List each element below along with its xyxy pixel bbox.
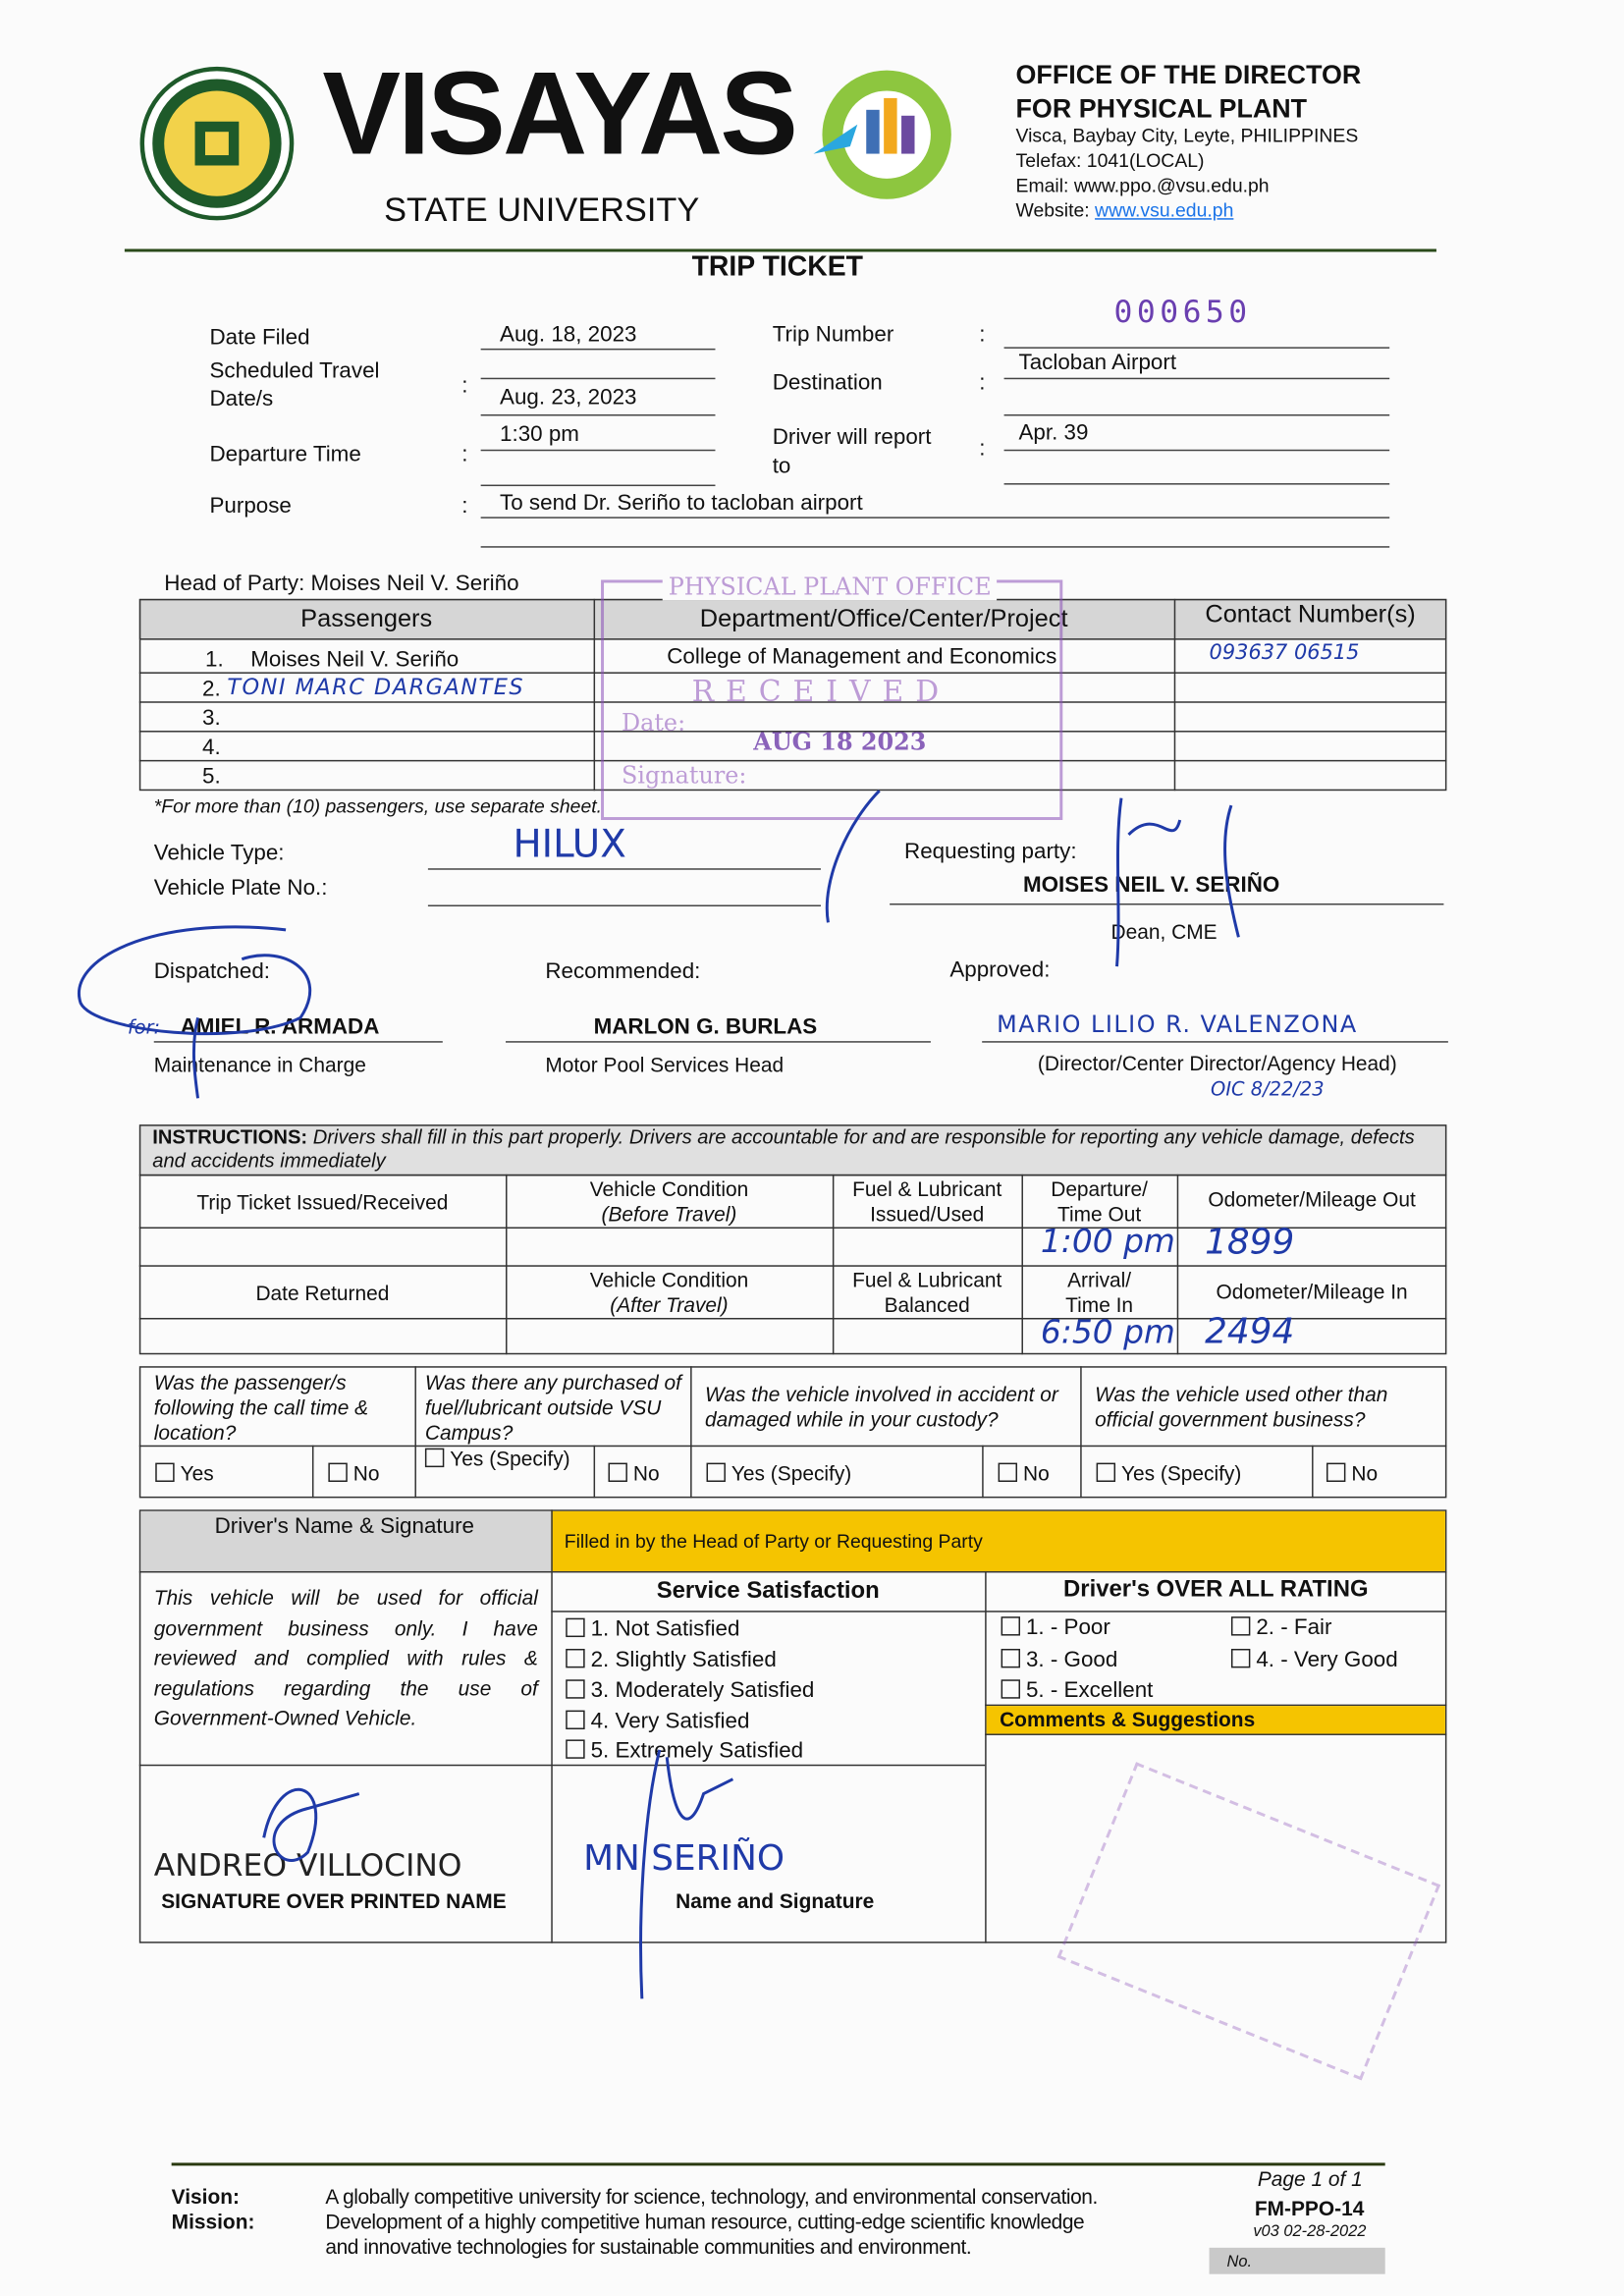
- form-title: TRIP TICKET: [691, 251, 864, 283]
- row-number: 4.: [202, 735, 221, 760]
- recommended-name: MARLON G. BURLAS: [593, 1014, 818, 1040]
- mission-text-1: Development of a highly competitive human resource, cutting-edge scientific knowledge: [325, 2210, 1085, 2233]
- trip-number-label: Trip Number: [772, 322, 894, 348]
- service-option[interactable]: 2. Slightly Satisfied: [566, 1647, 777, 1671]
- scheduled-label-1: Scheduled Travel: [209, 358, 380, 384]
- q3-yes-checkbox[interactable]: Yes (Specify): [707, 1461, 852, 1485]
- dispatched-name: AMIEL R. ARMADA: [180, 1014, 380, 1040]
- form-code: FM-PPO-14: [1254, 2196, 1365, 2220]
- service-option[interactable]: 5. Extremely Satisfied: [566, 1738, 803, 1763]
- vehicle-plate-label: Vehicle Plate No.:: [153, 875, 328, 902]
- mission-text-2: and innovative technologies for sustainable communities and environment.: [325, 2234, 972, 2259]
- approved-note: OIC 8/22/23: [1211, 1078, 1325, 1102]
- office-website-row: [1016, 199, 1234, 221]
- recommended-title: Motor Pool Services Head: [545, 1053, 785, 1076]
- row-number: 1.: [204, 647, 224, 673]
- service-option[interactable]: 3. Moderately Satisfied: [566, 1678, 814, 1703]
- row-number: 2.: [202, 676, 221, 702]
- stamp-date: AUG 18 2023: [753, 728, 927, 756]
- col-odometer-in: Odometer/Mileage In: [1216, 1280, 1408, 1304]
- university-subtitle: STATE UNIVERSITY: [384, 190, 700, 229]
- col-department: Department/Office/Center/Project: [699, 604, 1068, 633]
- website-link[interactable]: www.vsu.edu.ph: [1095, 198, 1234, 222]
- form-version: v03 02-28-2022: [1253, 2222, 1367, 2241]
- row-number: 5.: [202, 764, 221, 790]
- colon: :: [979, 370, 986, 396]
- stamp-received: RECEIVED: [691, 673, 951, 709]
- rating-option[interactable]: 4. - Very Good: [1231, 1647, 1398, 1671]
- destination-value[interactable]: Tacloban Airport: [1018, 350, 1177, 375]
- date-filed-value[interactable]: Aug. 18, 2023: [500, 322, 637, 348]
- question-accident: Was the vehicle involved in accident or damaged while in your custody?: [705, 1382, 1058, 1431]
- odometer-out-value[interactable]: 1899: [1205, 1221, 1295, 1263]
- driver-report-value[interactable]: Apr. 39: [1018, 419, 1089, 446]
- filled-by-header: Filled in by the Head of Party or Requesting Party: [564, 1530, 983, 1553]
- requesting-party-title: Dean, CME: [1110, 919, 1218, 944]
- col-fuel-balanced-sub: Balanced: [884, 1292, 970, 1317]
- q2-yes-checkbox[interactable]: Yes (Specify): [425, 1447, 586, 1471]
- driver-rating-header: Driver's OVER ALL RATING: [1063, 1576, 1369, 1603]
- driver-header: Driver's Name & Signature: [214, 1513, 474, 1540]
- col-vehicle-before: Vehicle Condition: [589, 1176, 749, 1201]
- instructions-text: Drivers shall fill in this part properly. Drivers are accountable for and are responsible for reporting any vehicle damage, defects and accidents immediately: [152, 1125, 1415, 1172]
- driver-signature-label: SIGNATURE OVER PRINTED NAME: [161, 1888, 507, 1913]
- vsu-seal-logo: [139, 66, 295, 221]
- service-option[interactable]: 4. Very Satisfied: [566, 1709, 749, 1733]
- footer-divider: [172, 2162, 1385, 2165]
- passenger-department[interactable]: College of Management and Economics: [667, 644, 1057, 670]
- dispatched-title: Maintenance in Charge: [153, 1053, 366, 1076]
- vehicle-type-value[interactable]: HILUX: [513, 822, 626, 867]
- col-odometer-out: Odometer/Mileage Out: [1208, 1187, 1416, 1212]
- university-name: VISAYAS: [322, 48, 795, 179]
- departure-label: Departure Time: [209, 442, 361, 467]
- q1-no-checkbox[interactable]: No: [328, 1461, 379, 1485]
- office-title-2: FOR PHYSICAL PLANT: [1015, 93, 1308, 124]
- office-telefax: Telefax: 1041(LOCAL): [1015, 149, 1205, 172]
- recommended-label: Recommended:: [545, 958, 701, 985]
- rating-option[interactable]: 1. - Poor: [1001, 1615, 1110, 1640]
- rating-option[interactable]: 3. - Good: [1001, 1647, 1118, 1671]
- passengers-note: *For more than (10) passengers, use separate sheet.: [153, 794, 603, 818]
- question-call-time: Was the passenger/s following the call time & location?: [153, 1370, 369, 1445]
- time-in-value[interactable]: 6:50 pm: [1040, 1315, 1175, 1352]
- approved-title: (Director/Center Director/Agency Head): [1037, 1051, 1397, 1075]
- dispatched-label: Dispatched:: [153, 958, 271, 985]
- colon: :: [979, 436, 986, 462]
- rating-option[interactable]: 2. - Fair: [1231, 1615, 1332, 1640]
- head-of-party: Head of Party: Moises Neil V. Seriño: [164, 571, 519, 596]
- date-filed-label: Date Filed: [209, 325, 310, 351]
- col-departure-sub: Time Out: [1057, 1202, 1142, 1227]
- q4-no-checkbox[interactable]: No: [1326, 1461, 1378, 1485]
- col-departure: Departure/: [1051, 1176, 1148, 1201]
- approved-name: MARIO LILIO R. VALENZONA: [997, 1010, 1358, 1039]
- question-fuel-purchase: Was there any purchased of fuel/lubricant outside VSU Campus?: [424, 1370, 681, 1445]
- col-arrival: Arrival/: [1067, 1268, 1132, 1292]
- driver-statement: This vehicle will be used for official government business only. I have reviewed and complied with rules & regulations regarding the use of Government-Owned Vehicle.: [153, 1585, 538, 1729]
- col-vehicle-after: Vehicle Condition: [589, 1268, 749, 1292]
- destination-label: Destination: [772, 370, 883, 396]
- colon: :: [461, 493, 468, 519]
- party-signature-label: Name and Signature: [676, 1888, 875, 1913]
- driver-report-label-2: to: [772, 454, 791, 479]
- q4-yes-checkbox[interactable]: Yes (Specify): [1097, 1461, 1242, 1485]
- odometer-in-value[interactable]: 2494: [1205, 1310, 1295, 1352]
- scheduled-label-2: Date/s: [209, 386, 274, 411]
- dispatched-prefix: for:: [127, 1017, 161, 1040]
- col-fuel-issued: Fuel & Lubricant: [852, 1176, 1002, 1201]
- col-date-returned: Date Returned: [255, 1281, 390, 1305]
- comments-header: Comments & Suggestions: [1000, 1707, 1256, 1731]
- colon: :: [461, 373, 468, 399]
- service-satisfaction-header: Service Satisfaction: [656, 1578, 880, 1604]
- rating-option[interactable]: 5. - Excellent: [1001, 1678, 1154, 1703]
- stamp-signature-label: Signature:: [621, 761, 747, 790]
- row-number: 3.: [202, 705, 221, 732]
- driver-report-label-1: Driver will report: [772, 424, 932, 450]
- dispatched-signature: [66, 915, 330, 1106]
- requesting-party-name: MOISES NEIL V. SERIÑO: [1022, 872, 1280, 899]
- physical-plant-logo: [785, 66, 983, 205]
- col-vehicle-after-sub: (After Travel): [610, 1292, 729, 1317]
- col-contact: Contact Number(s): [1205, 600, 1416, 629]
- colon: :: [979, 322, 986, 348]
- scheduled-date-value[interactable]: Aug. 23, 2023: [500, 385, 637, 410]
- q1-yes-checkbox[interactable]: Yes: [155, 1461, 213, 1485]
- vision-text: A globally competitive university for science, technology, and environmental conservation.: [325, 2184, 1098, 2209]
- party-signature-name: MN SERIÑO: [583, 1837, 785, 1880]
- col-vehicle-before-sub: (Before Travel): [601, 1202, 737, 1227]
- purpose-label: Purpose: [209, 493, 292, 519]
- trip-number-value: 000650: [1113, 294, 1252, 330]
- no-box: [1210, 2248, 1385, 2274]
- service-option[interactable]: 1. Not Satisfied: [566, 1616, 739, 1641]
- requesting-party-label: Requesting party:: [904, 839, 1077, 864]
- no-label: No.: [1226, 2253, 1253, 2271]
- office-title-1: OFFICE OF THE DIRECTOR: [1015, 60, 1362, 89]
- evaluation-signatures: [220, 1735, 894, 2013]
- col-arrival-sub: Time In: [1065, 1292, 1134, 1317]
- office-address: Visca, Baybay City, Leyte, PHILIPPINES: [1015, 124, 1359, 147]
- passenger-name[interactable]: Moises Neil V. Seriño: [250, 647, 460, 673]
- office-email: Email: www.ppo.@vsu.edu.ph: [1015, 174, 1270, 196]
- stamp-office: PHYSICAL PLANT OFFICE: [663, 573, 998, 600]
- q2-no-checkbox[interactable]: No: [609, 1461, 660, 1485]
- instructions-label: INSTRUCTIONS:: [152, 1125, 308, 1149]
- vehicle-type-label: Vehicle Type:: [153, 840, 285, 866]
- colon: :: [461, 442, 468, 467]
- question-other-use: Was the vehicle used other than official government business?: [1095, 1382, 1388, 1431]
- instructions-box: [139, 1124, 1447, 1175]
- page-number: Page 1 of 1: [1257, 2166, 1363, 2191]
- departure-time-value[interactable]: 1:30 pm: [500, 421, 579, 447]
- stamp-date-label: Date:: [621, 708, 686, 738]
- col-passengers: Passengers: [300, 604, 433, 633]
- mission-label: Mission:: [171, 2210, 255, 2233]
- driver-printed-name: ANDREO VILLOCINO: [153, 1847, 462, 1884]
- approved-label: Approved:: [949, 957, 1051, 983]
- passenger-name[interactable]: TONI MARC DARGANTES: [227, 673, 525, 700]
- passenger-contact[interactable]: 093637 06515: [1209, 641, 1360, 665]
- purpose-value[interactable]: To send Dr. Seriño to tacloban airport: [500, 490, 863, 516]
- col-fuel-issued-sub: Issued/Used: [870, 1202, 985, 1227]
- q3-no-checkbox[interactable]: No: [999, 1461, 1050, 1485]
- col-trip-ticket: Trip Ticket Issued/Received: [196, 1190, 449, 1215]
- website-label: Website:: [1015, 198, 1096, 222]
- vision-label: Vision:: [171, 2184, 240, 2209]
- col-fuel-balanced: Fuel & Lubricant: [852, 1268, 1002, 1292]
- time-out-value[interactable]: 1:00 pm: [1040, 1224, 1175, 1261]
